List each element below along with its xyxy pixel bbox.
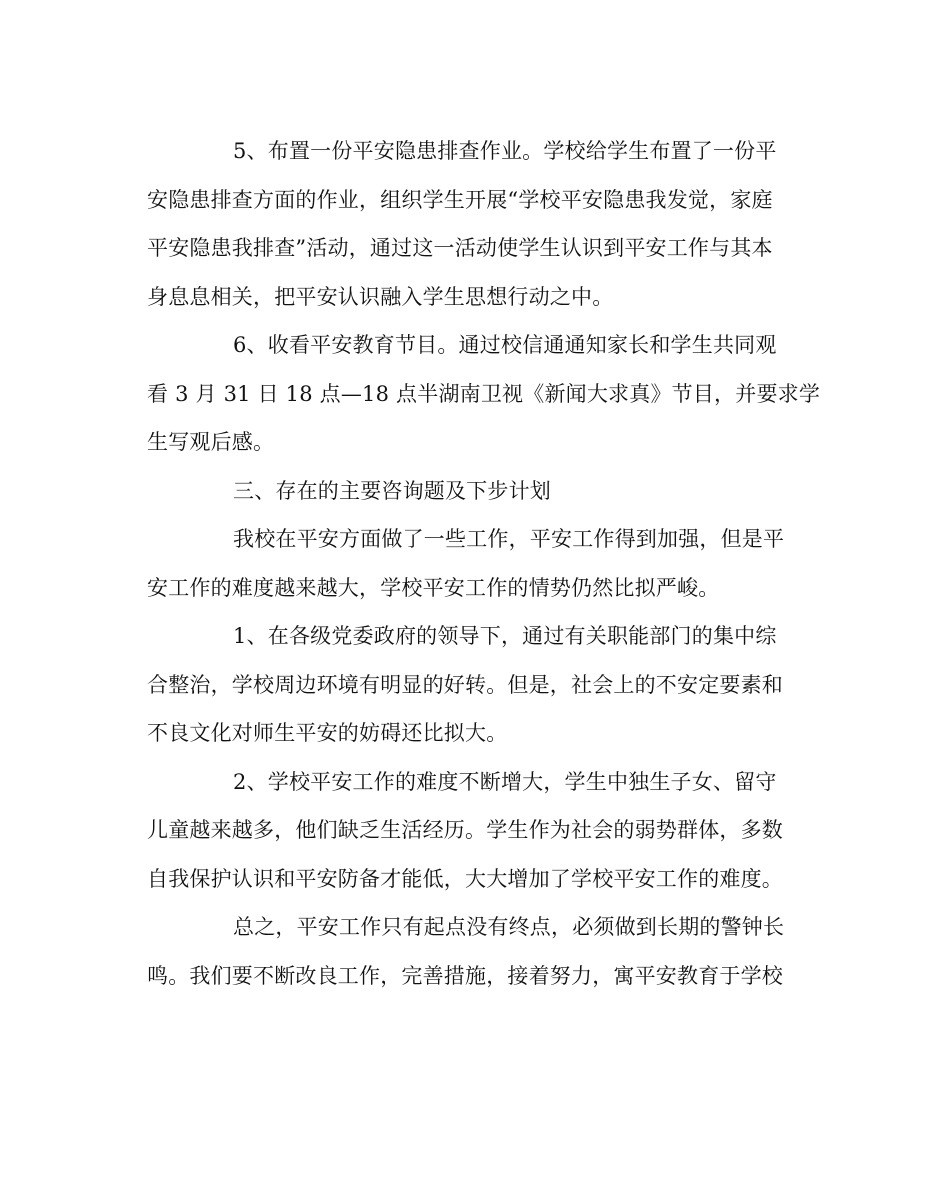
text-line: 平安隐患我排查”活动，通过这一活动使学生认识到平安工作与其本 bbox=[147, 236, 773, 260]
document-body bbox=[147, 127, 821, 1000]
text-line: 安隐患排查方面的作业，组织学生开展“学校平安隐患我发觉，家庭 bbox=[147, 187, 773, 212]
text-line: 安工作的难度越来越大，学校平安工作的情势仍然比拟严峻。 bbox=[147, 575, 720, 600]
text-line: 不良文化对师生平安的妨碍还比拟大。 bbox=[147, 721, 508, 745]
paragraph-issue-2 bbox=[147, 758, 803, 904]
text-line: 看 3 月 31 日 18 点—18 点半湖南卫视《新闻大求真》节目，并要求学 bbox=[147, 381, 821, 406]
text-line: 生写观后感。 bbox=[147, 430, 275, 454]
heading-line: 三、存在的主要咨询题及下步计划 bbox=[233, 478, 551, 503]
text-line: 1、在各级党委政府的领导下，通过有关职能部门的集中综 bbox=[233, 624, 777, 648]
paragraph-conclusion bbox=[147, 903, 803, 1000]
text-line: 2、学校平安工作的难度不断增大，学生中独生子女、留守 bbox=[233, 769, 777, 794]
section-heading-3 bbox=[147, 467, 803, 516]
text-line: 总之，平安工作只有起点没有终点，必须做到长期的警钟长 bbox=[233, 915, 785, 939]
text-line: 儿童越来越多，他们缺乏生活经历。学生作为社会的弱势群体，多数 bbox=[147, 818, 783, 842]
text-line: 合整治，学校周边环境有明显的好转。但是，社会上的不安定要素和 bbox=[147, 672, 783, 697]
text-line: 身息息相关，把平安认识融入学生思想行动之中。 bbox=[147, 284, 614, 309]
paragraph-summary bbox=[147, 515, 803, 612]
text-line: 我校在平安方面做了一些工作，平安工作得到加强，但是平 bbox=[233, 527, 785, 551]
text-line: 6、收看平安教育节目。通过校信通通知家长和学生共同观 bbox=[233, 333, 777, 357]
paragraph-issue-1 bbox=[147, 612, 803, 758]
paragraph-item-6 bbox=[147, 321, 821, 467]
text-line: 自我保护认识和平安防备才能低，大大增加了学校平安工作的难度。 bbox=[147, 866, 783, 891]
text-line: 鸣。我们要不断改良工作，完善措施，接着努力，寓平安教育于学校 bbox=[147, 963, 783, 988]
paragraph-item-5 bbox=[147, 127, 803, 321]
text-line: 5、布置一份平安隐患排查作业。学校给学生布置了一份平 bbox=[233, 139, 777, 163]
